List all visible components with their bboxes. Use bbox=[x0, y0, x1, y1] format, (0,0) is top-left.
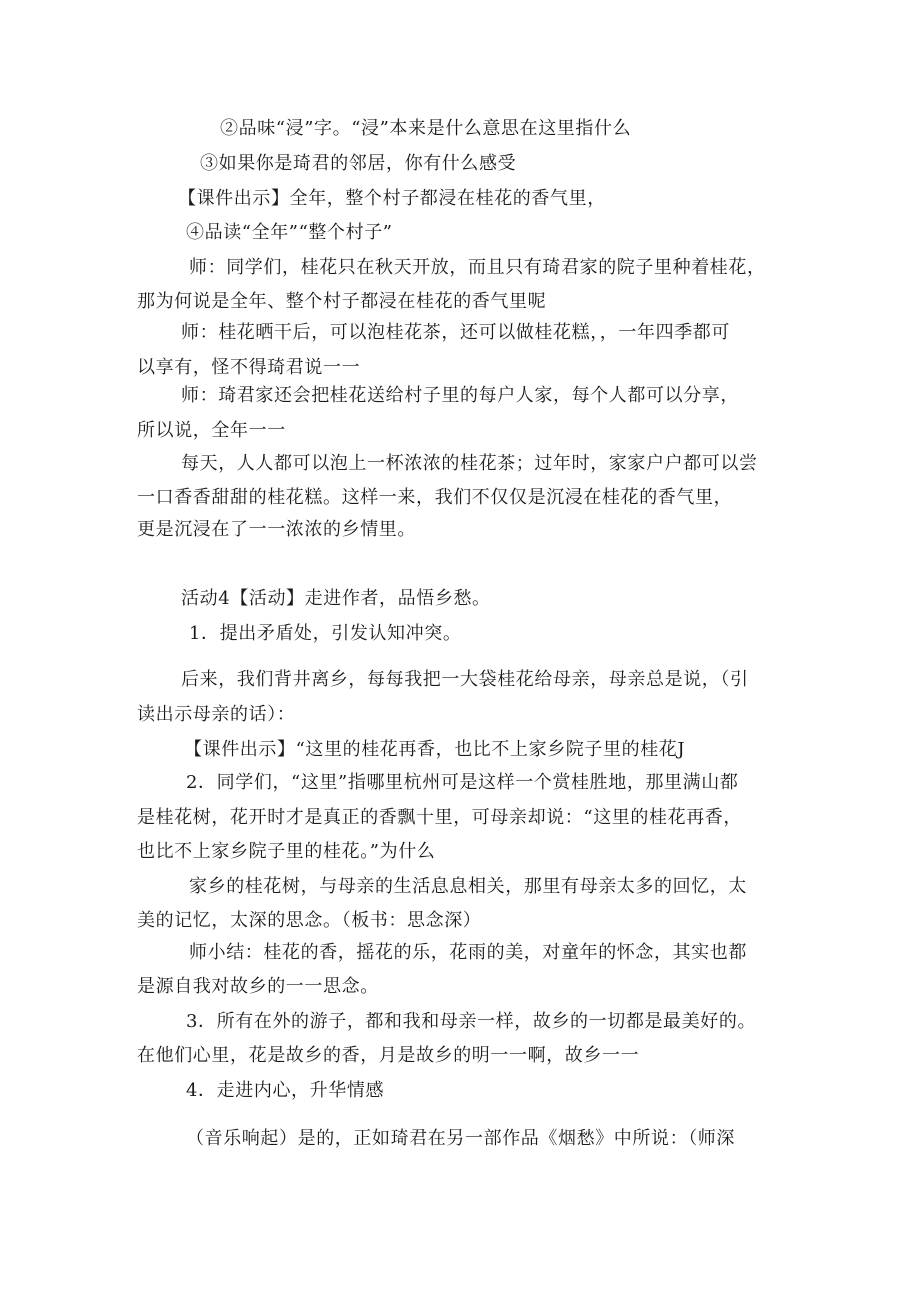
text-line: ④品读“全年”“整个村子” bbox=[186, 222, 393, 243]
text-line: 师：琦君家还会把桂花送给村子里的每户人家，每个人都可以分享， bbox=[181, 385, 739, 406]
text-line: 师小结：桂花的香，摇花的乐，花雨的美，对童年的怀念，其实也都 bbox=[189, 942, 747, 963]
text-line: 也比不上家乡院子里的桂花。”为什么 bbox=[137, 841, 436, 862]
text-line: 以享有，怪不得琦君说一一 bbox=[137, 357, 361, 378]
text-line: 是桂花树，花开时才是真正的香飘十里，可母亲却说：“这里的桂花再香， bbox=[137, 807, 742, 828]
text-line: 4．走进内心，升华情感 bbox=[186, 1080, 385, 1101]
text-line: 所以说，全年一一 bbox=[137, 420, 286, 441]
text-line: 每天，人人都可以泡上一杯浓浓的桂花茶；过年时，家家户户都可以尝 bbox=[181, 453, 758, 474]
text-line: 一口香香甜甜的桂花糕。这样一来，我们不仅仅是沉浸在桂花的香气里， bbox=[137, 487, 733, 508]
text-line: 1．提出矛盾处，引发认知冲突。 bbox=[189, 623, 462, 644]
text-line: 是源自我对故乡的一一思念。 bbox=[137, 976, 379, 997]
text-line: 那为何说是全年、整个村子都浸在桂花的香气里呢 bbox=[137, 291, 547, 312]
text-line: 美的记忆，太深的思念。（板书：思念深） bbox=[137, 910, 482, 931]
text-line: 读出示母亲的话）： bbox=[137, 704, 296, 725]
text-line: 2．同学们，“这里”指哪里杭州可是这样一个赏桂胜地，那里满山都 bbox=[186, 772, 739, 793]
text-line: 【课件出示】“这里的桂花再香，也比不上家乡院子里的桂花J bbox=[184, 739, 686, 760]
text-line: 后来，我们背井离乡，每每我把一大袋桂花给母亲，母亲总是说，（引 bbox=[181, 669, 749, 690]
text-line: 【课件出示】全年，整个村子都浸在桂花的香气里， bbox=[178, 188, 606, 209]
text-line: 家乡的桂花树，与母亲的生活息息相关，那里有母亲太多的回忆，太 bbox=[189, 876, 747, 897]
text-line: 师：桂花晒干后，可以泡桂花茶，还可以做桂花糕，，一年四季都可 bbox=[181, 322, 730, 343]
text-line: 师：同学们，桂花只在秋天开放，而且只有琦君家的院子里种着桂花， bbox=[189, 257, 766, 278]
section-heading: 活动4【活动】走进作者，品悟乡愁。 bbox=[181, 588, 491, 609]
text-line: 在他们心里，花是故乡的香，月是故乡的明一一啊，故乡一一 bbox=[137, 1045, 640, 1066]
text-line: （音乐响起）是的，正如琦君在另一部作品《烟愁》中所说：（师深 bbox=[186, 1128, 735, 1149]
text-line: ③如果你是琦君的邻居，你有什么感受 bbox=[200, 153, 517, 174]
text-line: 3．所有在外的游子，都和我和母亲一样，故乡的一切都是最美好的。 bbox=[186, 1011, 757, 1032]
text-line: 更是沉浸在了一一浓浓的乡情里。 bbox=[137, 519, 416, 540]
text-line: ②品味“浸”字。“浸”本来是什么意思在这里指什么 bbox=[220, 118, 632, 139]
